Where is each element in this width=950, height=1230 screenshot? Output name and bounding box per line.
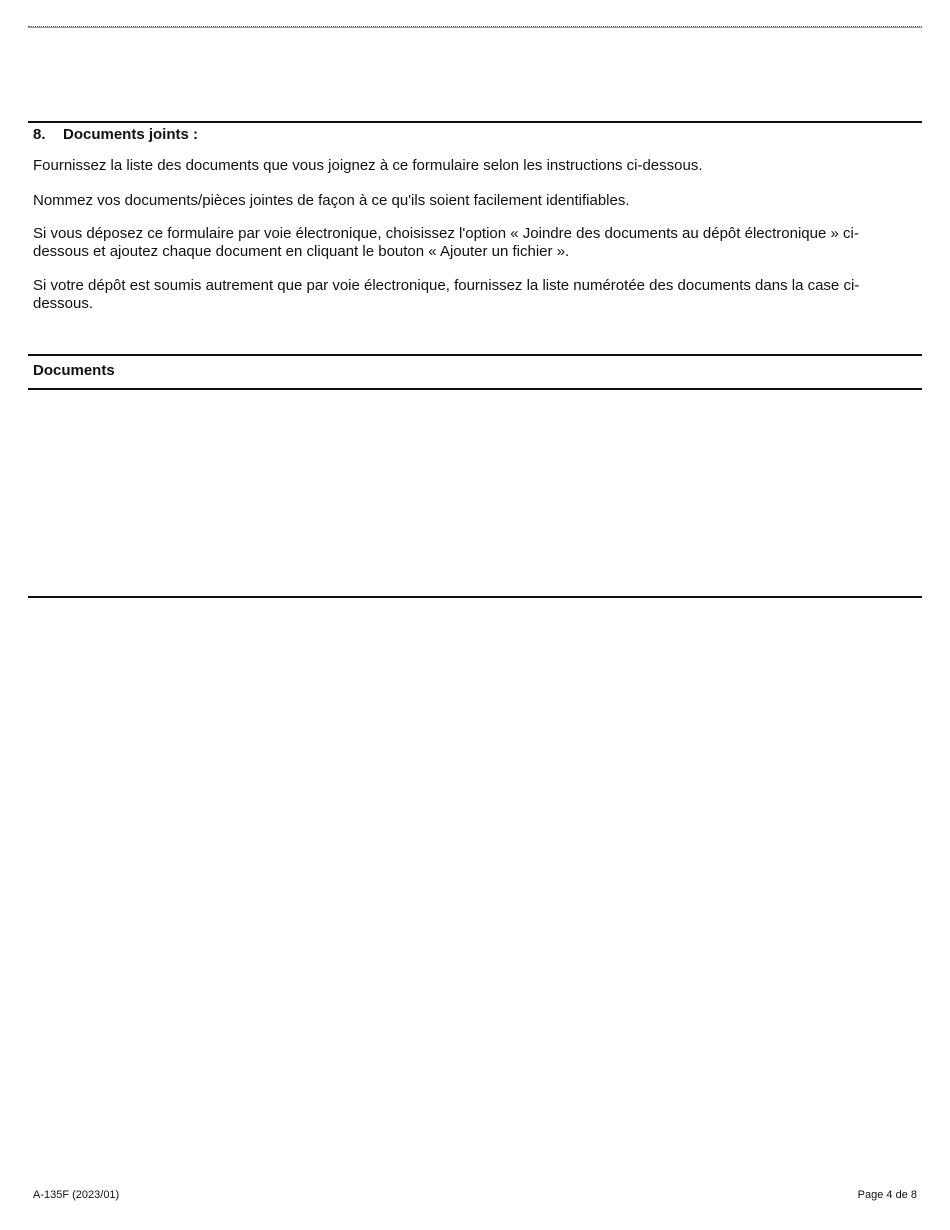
section-top-rule	[28, 121, 922, 123]
instruction-paragraph-3: Si vous déposez ce formulaire par voie électronique, choisissez l'option « Joindre des documents au dépôt électronique » ci-dessous et ajoutez chaque document en cliquant le bouton « Ajouter un fichier ».	[33, 225, 859, 260]
section-number: 8.	[33, 126, 46, 143]
page-number: Page 4 de 8	[857, 1189, 917, 1201]
header-rule	[28, 26, 922, 28]
instruction-paragraph-2: Nommez vos documents/pièces jointes de façon à ce qu'ils soient facilement identifiables.	[33, 192, 630, 209]
form-identifier: A-135F (2023/01)	[33, 1189, 120, 1201]
instruction-paragraph-1: Fournissez la liste des documents que vous joignez à ce formulaire selon les instructions ci-dessous.	[33, 157, 703, 174]
section-heading	[33, 126, 198, 143]
section-title: Documents joints :	[63, 126, 199, 143]
instruction-paragraph-4: Si votre dépôt est soumis autrement que par voie électronique, fournissez la liste numérotée des documents dans la case ci-dessous.	[33, 277, 860, 312]
documents-top-rule	[28, 354, 922, 356]
documents-bottom-rule	[28, 596, 922, 598]
documents-label: Documents	[33, 362, 115, 379]
documents-text-area[interactable]	[28, 390, 922, 596]
